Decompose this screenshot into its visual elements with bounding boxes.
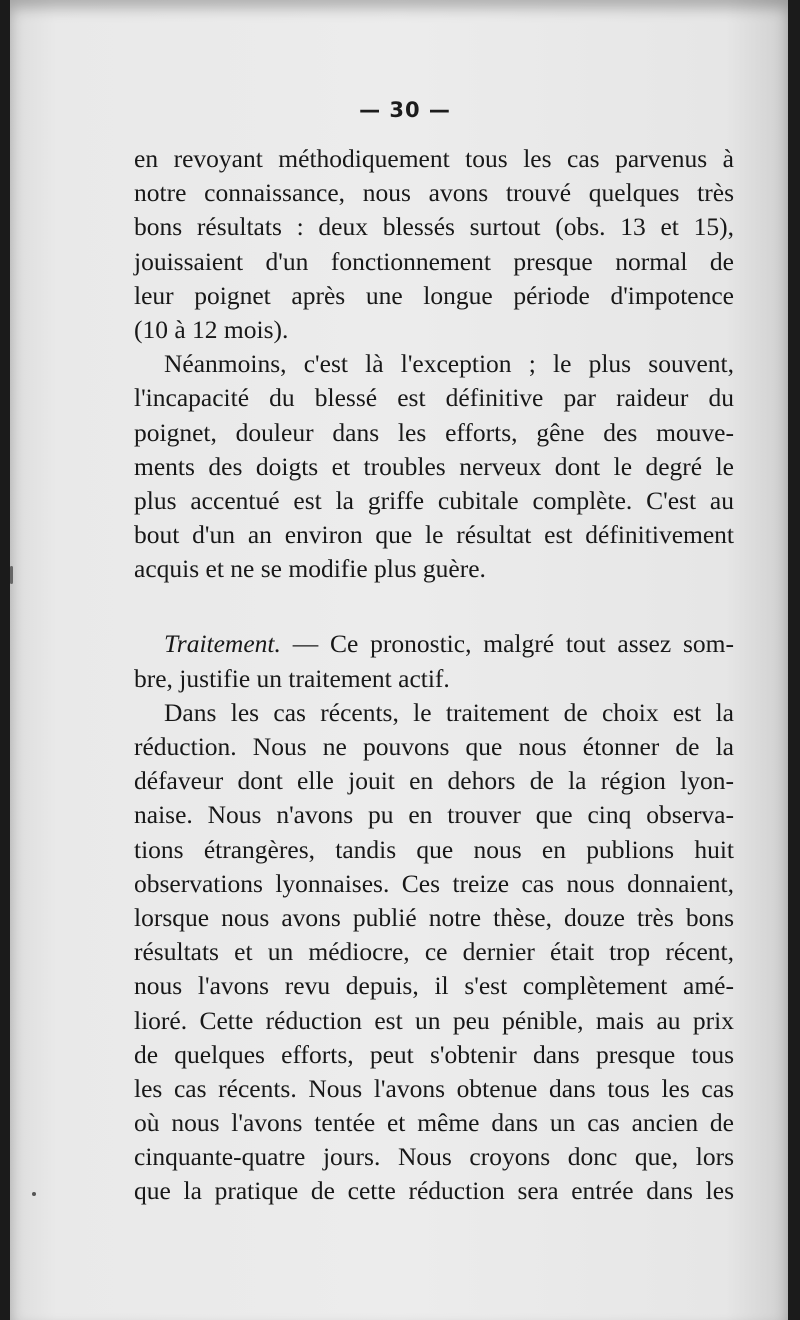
text-line: en revoyant méthodiquement tous les cas parvenus à — [134, 144, 734, 173]
text-line: Néanmoins, c'est là l'exception ; le plus souvent, — [164, 349, 734, 379]
text-line: tions étrangères, tandis que nous en publions huit — [134, 834, 734, 864]
section-heading-traitement: Traitement. — [164, 629, 281, 659]
text-line: observations lyonnaises. Ces treize cas nous donnaient, — [134, 868, 734, 898]
text-line: lorsque nous avons publié notre thèse, douze très bons — [134, 902, 734, 932]
text-line: bons résultats : deux blessés surtout (obs. 13 et 15), — [134, 212, 734, 242]
text-line: acquis et ne se modifie plus guère. — [134, 554, 486, 584]
text-line: les cas récents. Nous l'avons obtenue dans tous les cas — [134, 1073, 734, 1103]
text-line: (10 à 12 mois). — [134, 314, 289, 344]
text-line: lioré. Cette réduction est un peu pénible, mais au prix — [134, 1005, 734, 1035]
page-body — [134, 142, 734, 1209]
text-line: que la pratique de cette réduction sera entrée dans les — [134, 1176, 734, 1206]
text-line: bre, justifie un traitement actif. — [134, 663, 450, 693]
paragraph-spacer — [134, 586, 734, 627]
text-line: cinquante-quatre jours. Nous croyons donc que, lors — [134, 1142, 734, 1172]
text-line: résultats et un médiocre, ce dernier était trop récent, — [134, 937, 734, 967]
text-line: bout d'un an environ que le résultat est définitivement — [134, 520, 734, 550]
paragraph-1 — [134, 142, 734, 347]
text-line: naise. Nous n'avons pu en trouver que cinq observa- — [134, 800, 734, 830]
text-line: notre connaissance, nous avons trouvé quelques très — [134, 178, 734, 208]
paragraph-2 — [134, 347, 734, 586]
paper-speck — [10, 566, 13, 584]
book-page — [10, 0, 788, 1320]
text-line: de quelques efforts, peut s'obtenir dans presque tous — [134, 1039, 734, 1069]
text-line: poignet, douleur dans les efforts, gêne des mouve- — [134, 417, 734, 447]
paper-speck — [32, 1192, 36, 1196]
text-line: ments des doigts et troubles nerveux dont le degré le — [134, 451, 734, 481]
text-line: l'incapacité du blessé est définitive par raideur du — [134, 383, 734, 413]
text-line: où nous l'avons tentée et même dans un cas ancien de — [134, 1108, 734, 1138]
page-number: — 30 — — [359, 98, 451, 122]
paragraph-4 — [134, 696, 734, 1209]
text-line: défaveur dont elle jouit en dehors de la région lyon- — [134, 766, 734, 796]
text-span: — Ce pronostic, malgré tout assez som- — [280, 629, 734, 659]
text-line — [134, 627, 734, 661]
text-line: jouissaient d'un fonctionnement presque normal de — [134, 246, 734, 276]
text-line: leur poignet après une longue période d'impotence — [134, 280, 734, 310]
text-line: réduction. Nous ne pouvons que nous étonner de la — [134, 732, 734, 761]
paragraph-3 — [134, 627, 734, 695]
text-line: plus accentué est la griffe cubitale complète. C'est au — [134, 485, 734, 515]
text-line: nous l'avons revu depuis, il s'est complètement amé- — [134, 971, 734, 1001]
text-line: Dans les cas récents, le traitement de choix est la — [164, 697, 734, 727]
